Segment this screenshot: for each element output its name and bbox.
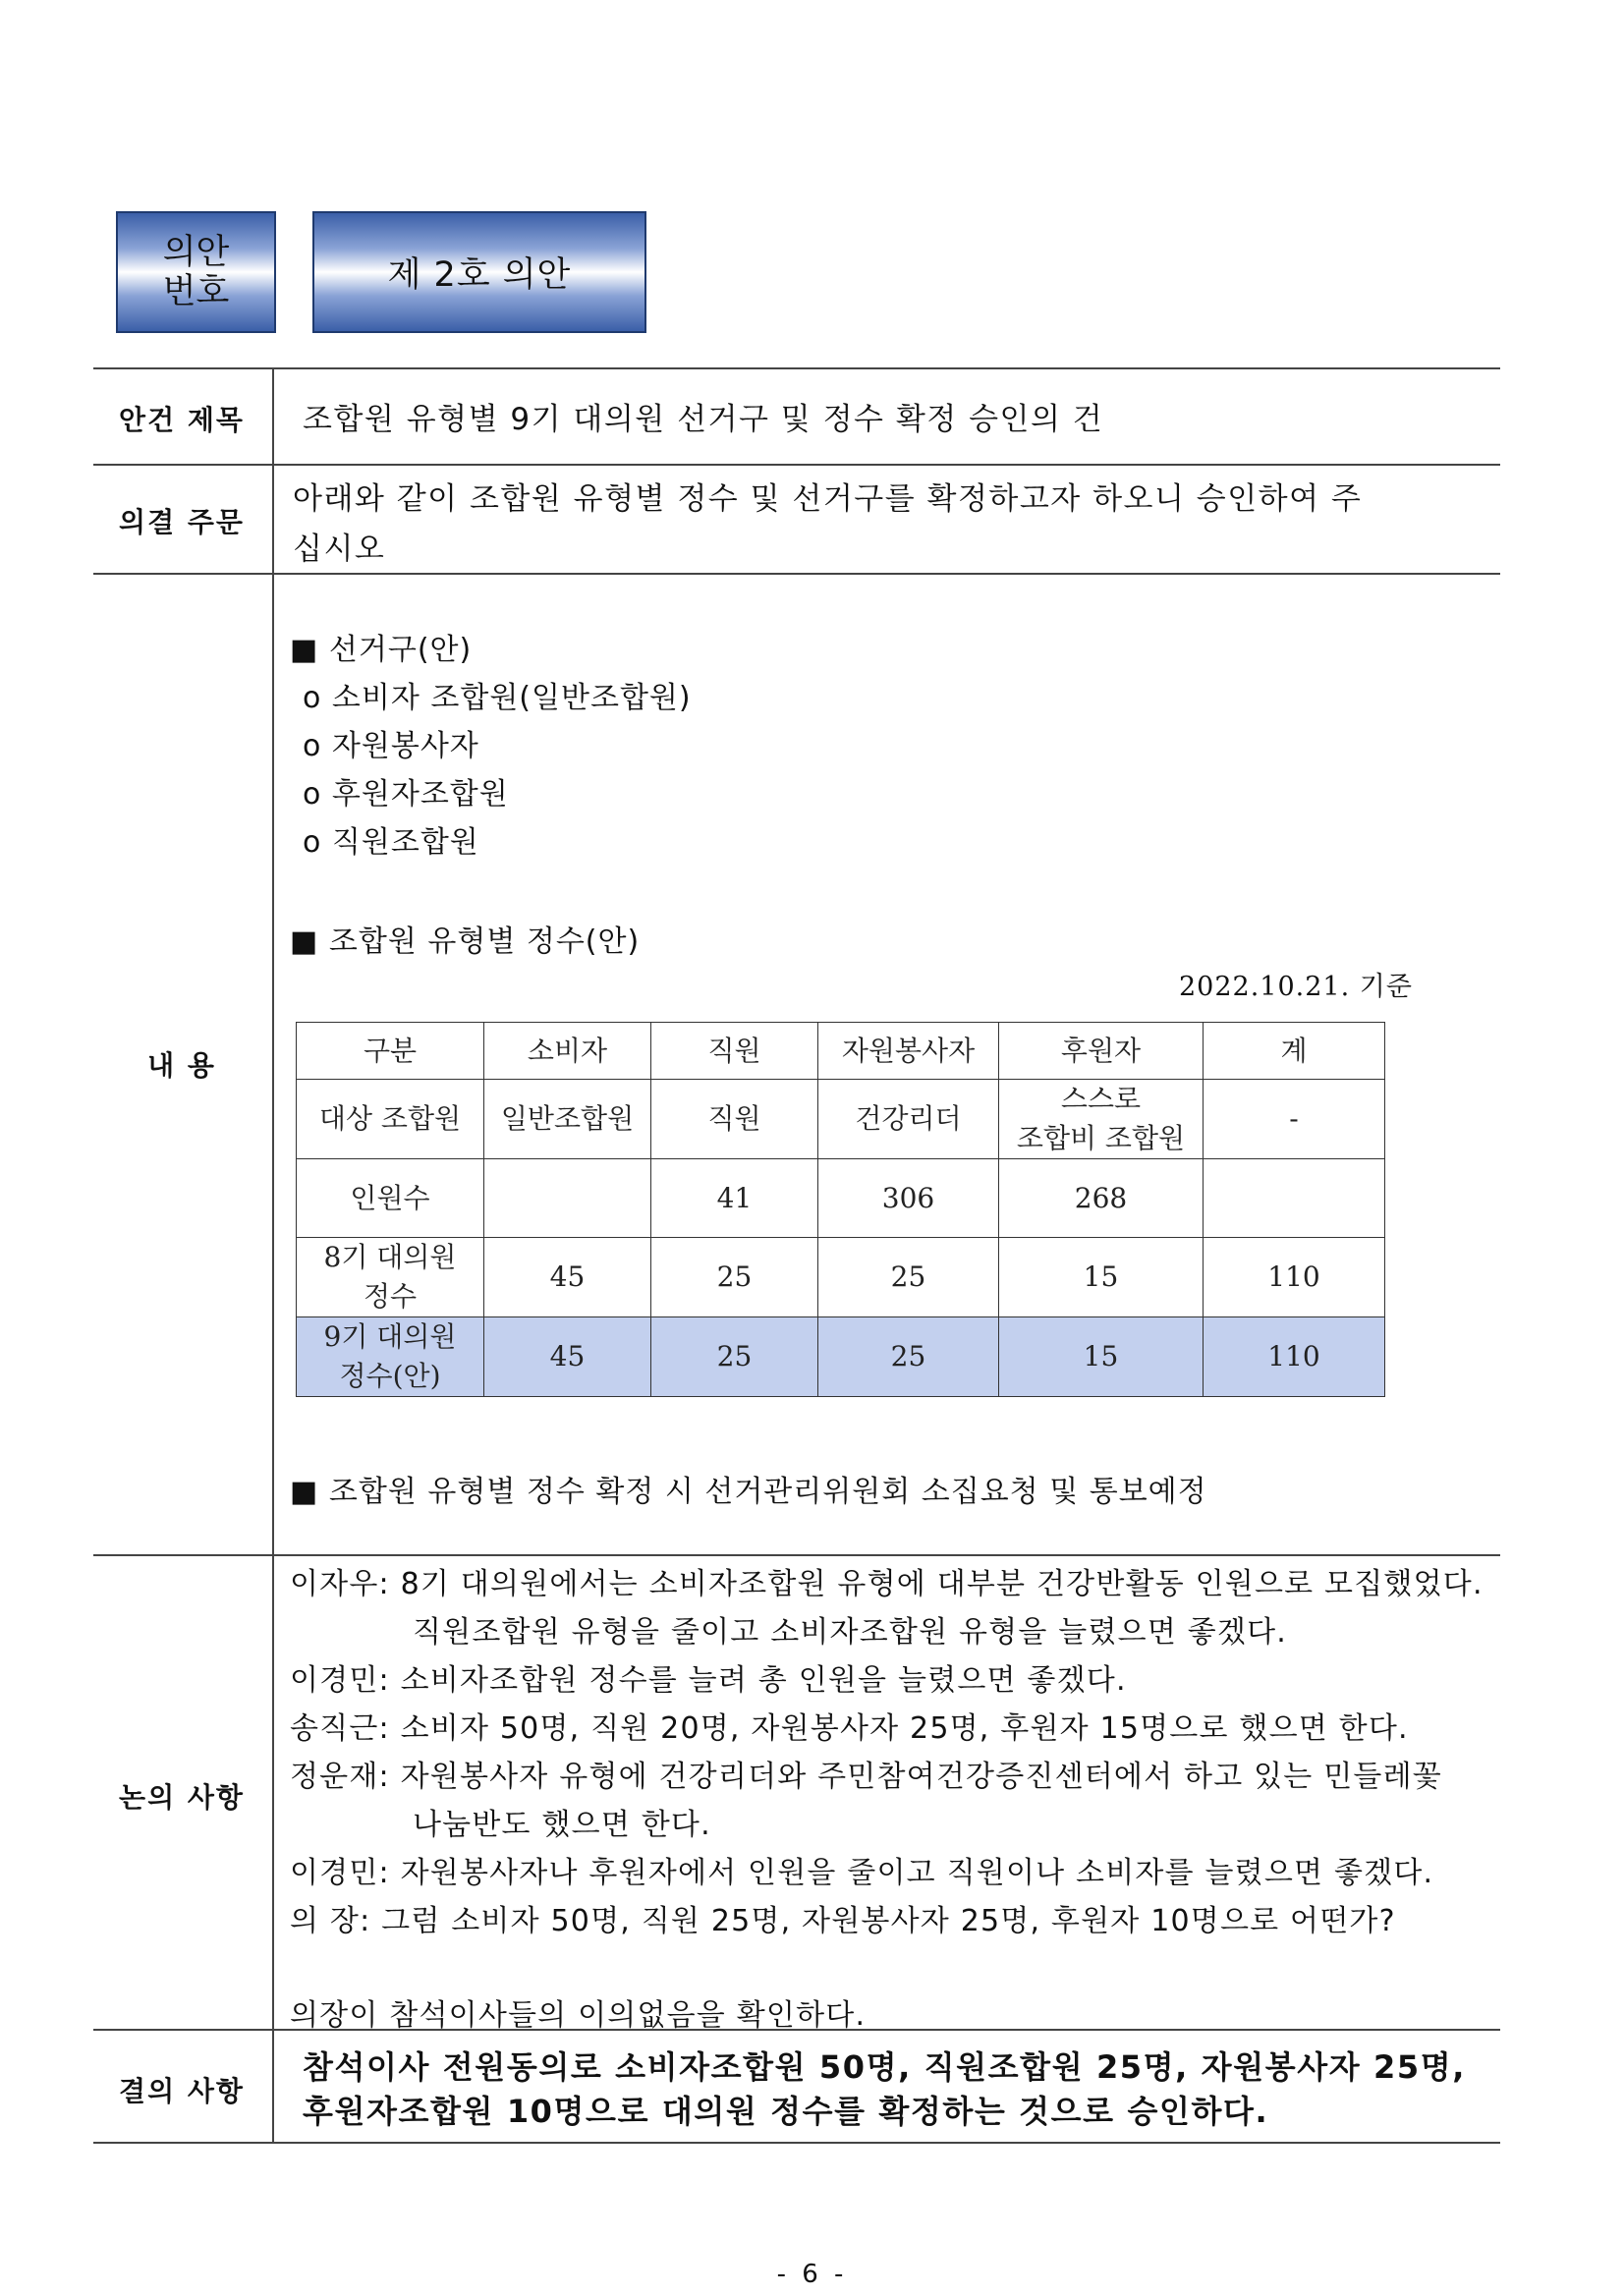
resolution-label: 결의 사항	[119, 2075, 245, 2107]
agenda-title: 조합원 유형별 9기 대의원 선거구 및 정수 확정 승인의 건	[303, 402, 1104, 437]
bill-number-label-line1: 의안	[162, 233, 230, 272]
table-cell: 110	[1204, 1238, 1385, 1317]
table-cell: 41	[651, 1159, 818, 1238]
row-label-line-1: 9기 대의원	[323, 1320, 457, 1353]
row-label: 인원수	[297, 1159, 484, 1238]
district-item: o 직원조합원	[303, 825, 479, 860]
bill-number-value: 제 2호 의안	[312, 211, 646, 333]
divider	[93, 367, 1500, 369]
discussion-line: 송직근: 소비자 50명, 직원 20명, 자원봉사자 25명, 후원자 15명으로 했으면 한다.	[290, 1711, 1409, 1746]
bill-number-label	[116, 211, 276, 333]
table-cell: 306	[818, 1159, 999, 1238]
divider	[93, 2142, 1500, 2144]
table-row-highlighted	[297, 1317, 1385, 1397]
table-cell: 45	[484, 1238, 651, 1317]
content-label: 내 용	[147, 1049, 216, 1082]
bill-number-label-line2: 번호	[162, 272, 230, 311]
row-label-line-2: 정수	[363, 1280, 418, 1313]
table-cell: -	[1204, 1080, 1385, 1159]
row-label: 대상 조합원	[297, 1080, 484, 1159]
table-cell	[999, 1080, 1204, 1159]
header-cell: 소비자	[484, 1023, 651, 1080]
discussion-line: 의장이 참석이사들의 이의없음을 확인하다.	[290, 1998, 867, 2033]
discussion-line: 의 장: 그럼 소비자 50명, 직원 25명, 자원봉사자 25명, 후원자 10명으로 어떤가?	[290, 1904, 1396, 1938]
header-cell: 직원	[651, 1023, 818, 1080]
district-item: o 후원자조합원	[303, 777, 509, 812]
header-cell: 구분	[297, 1023, 484, 1080]
row-label	[297, 1238, 484, 1317]
table-header-row	[297, 1023, 1385, 1080]
table-cell: 45	[484, 1317, 651, 1397]
header-cell: 자원봉사자	[818, 1023, 999, 1080]
column-divider	[272, 367, 274, 2144]
table-cell: 15	[999, 1317, 1204, 1397]
table-cell: 25	[818, 1317, 999, 1397]
table-cell: 110	[1204, 1317, 1385, 1397]
discussion-line: 직원조합원 유형을 줄이고 소비자조합원 유형을 늘렸으면 좋겠다.	[413, 1615, 1288, 1650]
discussion-line: 이경민: 자원봉사자나 후원자에서 인원을 줄이고 직원이나 소비자를 늘렸으면 좋겠다.	[290, 1856, 1434, 1890]
header-cell: 후원자	[999, 1023, 1204, 1080]
table-cell: 25	[651, 1238, 818, 1317]
table-cell: 직원	[651, 1080, 818, 1159]
district-item: o 자원봉사자	[303, 729, 479, 763]
table-cell: 268	[999, 1159, 1204, 1238]
table-cell: 건강리더	[818, 1080, 999, 1159]
bill-number-badge	[116, 211, 646, 333]
donor-line-2: 조합비 조합원	[1016, 1122, 1186, 1154]
discussion-line: 나눔반도 했으면 한다.	[413, 1808, 711, 1842]
row-label	[297, 1317, 484, 1397]
divider	[93, 464, 1500, 466]
table-cell: 일반조합원	[484, 1080, 651, 1159]
order-line-1: 아래와 같이 조합원 유형별 정수 및 선거구를 확정하고자 하오니 승인하여 주	[293, 481, 1363, 517]
order-line-2: 십시오	[293, 532, 386, 567]
table-cell: 25	[818, 1238, 999, 1317]
divider	[93, 1554, 1500, 1556]
discussion-line: 이경민: 소비자조합원 정수를 늘려 총 인원을 늘렸으면 좋겠다.	[290, 1663, 1127, 1698]
table-row	[297, 1159, 1385, 1238]
table-cell	[484, 1159, 651, 1238]
donor-line-1: 스스로	[1060, 1083, 1142, 1115]
row-label-line-2: 정수(안)	[339, 1360, 441, 1392]
order-label: 의결 주문	[119, 506, 245, 538]
resolution-line-2: 후원자조합원 10명으로 대의원 정수를 확정하는 것으로 승인하다.	[303, 2093, 1269, 2130]
title-label: 안건 제목	[119, 404, 245, 436]
table-cell: 15	[999, 1238, 1204, 1317]
district-item: o 소비자 조합원(일반조합원)	[303, 681, 692, 715]
date-note: 2022.10.21. 기준	[1179, 972, 1413, 1002]
header-cell: 계	[1204, 1023, 1385, 1080]
table-cell	[1204, 1159, 1385, 1238]
row-label-line-1: 8기 대의원	[323, 1241, 457, 1273]
section-quota: ■ 조합원 유형별 정수(안)	[290, 924, 641, 959]
divider	[93, 573, 1500, 575]
discussion-line: 정운재: 자원봉사자 유형에 건강리더와 주민참여건강증진센터에서 하고 있는 민들레꽃	[290, 1760, 1442, 1794]
table-row	[297, 1238, 1385, 1317]
page-number: - 6 -	[776, 2260, 848, 2289]
table-cell: 25	[651, 1317, 818, 1397]
table-row	[297, 1080, 1385, 1159]
quota-table	[296, 1022, 1385, 1397]
resolution-line-1: 참석이사 전원동의로 소비자조합원 50명, 직원조합원 25명, 자원봉사자 25명,	[303, 2048, 1466, 2086]
discussion-line: 이자우: 8기 대의원에서는 소비자조합원 유형에 대부분 건강반활동 인원으로 모집했었다.	[290, 1567, 1484, 1601]
section-districts: ■ 선거구(안)	[290, 633, 473, 667]
section-election-note: ■ 조합원 유형별 정수 확정 시 선거관리위원회 소집요청 및 통보예정	[290, 1475, 1207, 1509]
discussion-label: 논의 사항	[119, 1781, 245, 1814]
